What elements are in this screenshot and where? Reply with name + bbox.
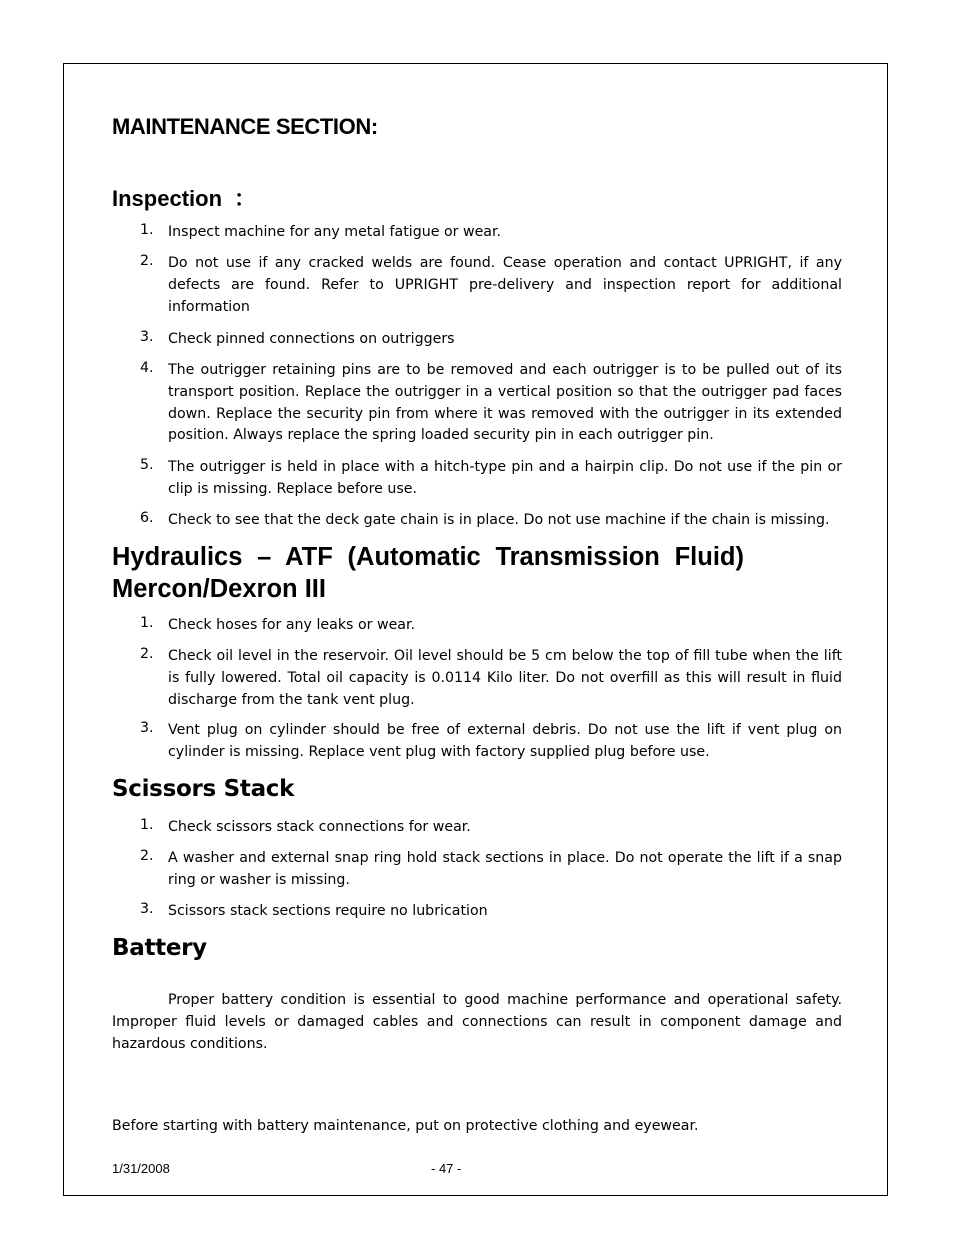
- list-item: [140, 720, 842, 764]
- list-item-text: Check to see that the deck gate chain is in place. Do not use machine if the chain is missing.: [168, 512, 830, 528]
- list-item-text: Check oil level in the reservoir. Oil level should be 5 cm below the top of fill tube when the lift is fully lowered. Total oil capacity is 0.0114 Kilo liter. Do not overfill as this will result in fluid discharge from the tank vent plug.: [168, 648, 842, 708]
- inspection-heading: [112, 182, 256, 213]
- list-item-text: Scissors stack sections require no lubrication: [168, 903, 488, 919]
- list-item-text: A washer and external snap ring hold stack sections in place. Do not operate the lift if a snap ring or washer is missing.: [168, 850, 842, 888]
- list-item: [140, 901, 842, 923]
- list-item-text: Check pinned connections on outriggers: [168, 331, 455, 347]
- list-item-text: Check hoses for any leaks or wear.: [168, 617, 416, 633]
- battery-safety-note: Before starting with battery maintenance, put on protective clothing and eyewear.: [112, 1118, 699, 1135]
- list-item-number: 2.: [140, 253, 154, 269]
- list-item-number: 6.: [140, 510, 154, 526]
- list-item: [140, 817, 842, 839]
- list-item: [140, 253, 842, 318]
- list-item: [140, 329, 842, 351]
- list-item-number: 3.: [140, 901, 154, 917]
- list-item: [140, 615, 842, 637]
- list-item-text: Do not use if any cracked welds are found. Cease operation and contact UPRIGHT, if any defects are found. Refer to UPRIGHT pre-delivery and inspection report for additional information: [168, 255, 842, 315]
- battery-paragraph: Proper battery condition is essential to good machine performance and operational safety. Improper fluid levels or damaged cables and connections can result in component damage and hazardous conditions.: [112, 992, 842, 1052]
- list-item-number: 4.: [140, 360, 154, 376]
- footer-date: 1/31/2008: [112, 1161, 170, 1176]
- list-item-number: 2.: [140, 646, 154, 662]
- list-item-number: 1.: [140, 817, 154, 833]
- list-item-number: 1.: [140, 615, 154, 631]
- page-title: MAINTENANCE SECTION:: [112, 114, 378, 139]
- hydraulics-heading: Hydraulics – ATF (Automatic Transmission Fluid) Mercon/Dexron III: [112, 543, 744, 603]
- list-item-number: 2.: [140, 848, 154, 864]
- list-item-text: Check scissors stack connections for wear.: [168, 819, 471, 835]
- list-item-number: 3.: [140, 720, 154, 736]
- list-item: [140, 457, 842, 501]
- footer-page-number: - 47 -: [431, 1161, 462, 1176]
- list-item: [140, 222, 842, 244]
- list-item-text: The outrigger retaining pins are to be removed and each outrigger is to be pulled out of its transport position. Replace the outrigger in a vertical position so that the outrigger pad faces down. Replace the security pin from where it was removed with the outrigger in its extended position. Always replace the spring loaded security pin in each outrigger pin.: [168, 362, 842, 444]
- list-item-number: 3.: [140, 329, 154, 345]
- list-item-text: The outrigger is held in place with a hitch-type pin and a hairpin clip. Do not use if the pin or clip is missing. Replace before use.: [168, 459, 842, 497]
- inspection-heading-text: Inspection: [112, 186, 223, 211]
- list-item-number: 1.: [140, 222, 154, 238]
- list-item: [140, 646, 842, 711]
- list-item-text: Inspect machine for any metal fatigue or wear.: [168, 224, 502, 240]
- list-item: [140, 510, 842, 532]
- inspection-heading-colon: ：: [234, 186, 257, 211]
- battery-heading: Battery: [112, 935, 207, 961]
- list-item-text: Vent plug on cylinder should be free of external debris. Do not use the lift if vent plug on cylinder is missing. Replace vent plug with factory supplied plug before use.: [168, 722, 842, 760]
- list-item: [140, 360, 842, 447]
- list-item: [140, 848, 842, 892]
- list-item-number: 5.: [140, 457, 154, 473]
- scissors-heading: Scissors Stack: [112, 776, 295, 802]
